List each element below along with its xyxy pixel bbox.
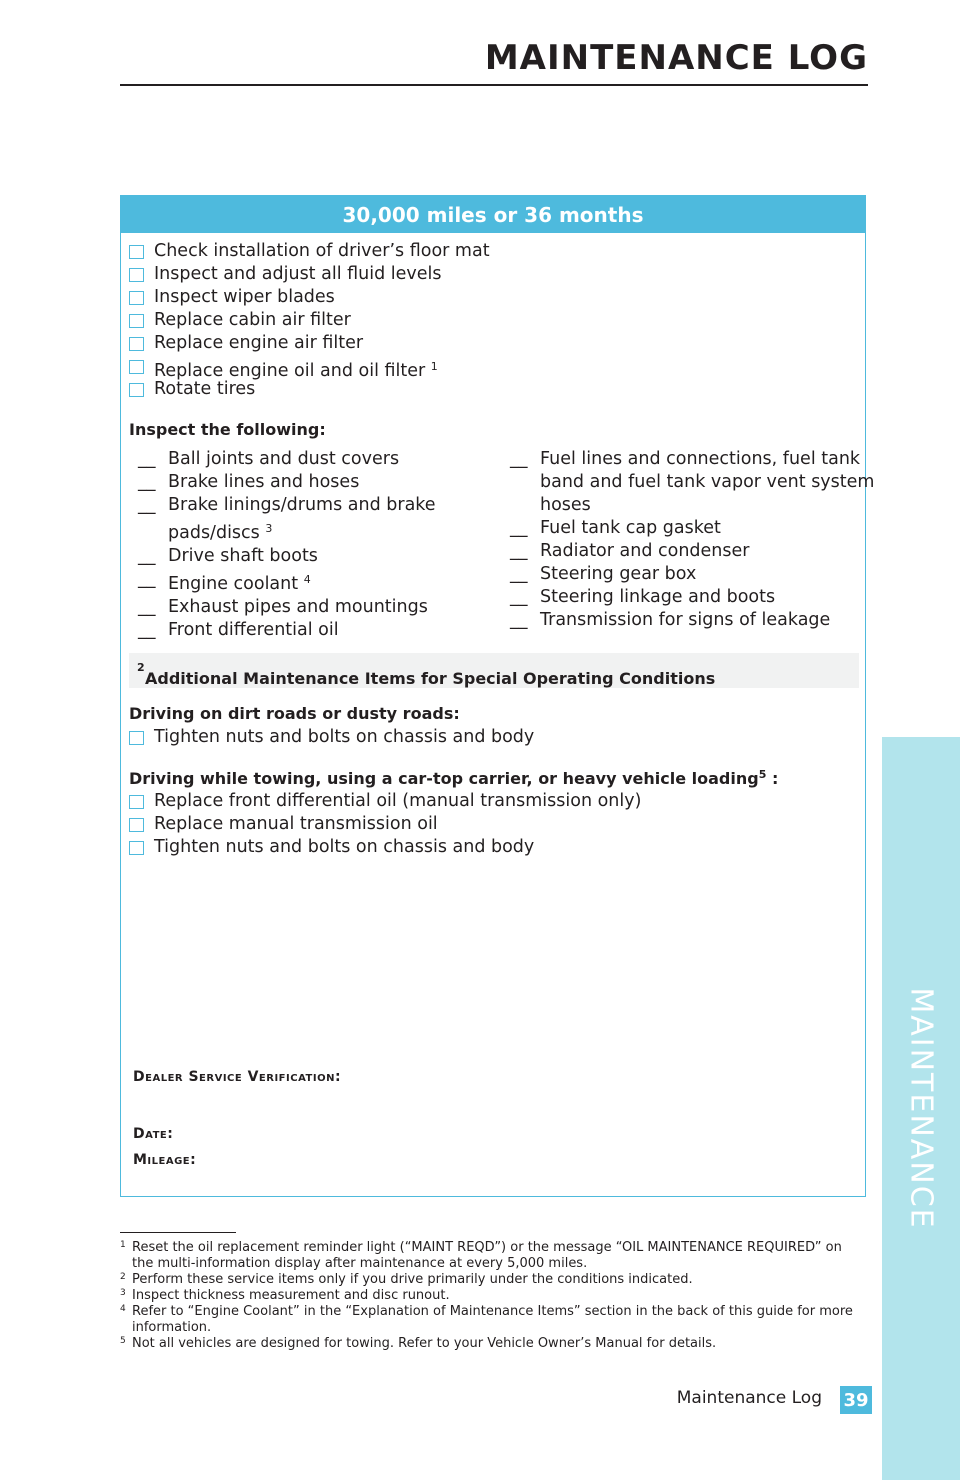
inspect-item-label: Brake lines and hoses: [168, 472, 360, 492]
footnote-number: 3: [120, 1288, 126, 1298]
inspect-item-blank: __: [138, 495, 156, 515]
side-tab-label: MAINTENANCE: [903, 987, 939, 1230]
inspect-item-blank: __: [510, 518, 528, 538]
special-conditions-footnote-ref: 2: [137, 661, 145, 674]
footnote-number: 5: [120, 1336, 126, 1346]
inspect-item: [510, 586, 874, 609]
checklist-item-label: Replace front differential oil (manual transmission only): [154, 791, 642, 811]
inspect-item-blank: __: [510, 564, 528, 584]
inspect-item: [510, 494, 874, 517]
inspect-item: [510, 448, 874, 471]
inspect-item-blank: __: [138, 546, 156, 566]
checklist-item-label: Inspect and adjust all fluid levels: [154, 264, 442, 284]
footnote-text: Refer to “Engine Coolant” in the “Explanation of Maintenance Items” section in the back of this guide for more information.: [132, 1304, 853, 1335]
inspect-list-right: [510, 448, 874, 632]
inspect-item-blank: __: [138, 620, 156, 640]
footnote-ref: 3: [265, 522, 273, 535]
footnote-text: Perform these service items only if you drive primarily under the conditions indicated.: [132, 1272, 693, 1287]
inspect-item-label: Fuel tank cap gasket: [540, 518, 721, 538]
inspect-item: [138, 517, 436, 545]
towing-footnote-ref: 5: [758, 768, 767, 781]
footnote-text: Inspect thickness measurement and disc runout.: [132, 1288, 450, 1303]
footnote: [120, 1304, 860, 1336]
inspect-item-blank: __: [510, 541, 528, 561]
inspect-item-label: Engine coolant: [168, 574, 299, 594]
inspect-item-label: pads/discs: [168, 523, 260, 543]
footnote: [120, 1336, 860, 1352]
towing-heading: Driving while towing, using a car-top carrier, or heavy vehicle loading$^5$ :: [129, 768, 779, 788]
inspect-item-label: Fuel lines and connections, fuel tank: [540, 449, 861, 469]
inspect-item-label: Transmission for signs of leakage: [540, 610, 831, 630]
checkbox[interactable]: [129, 818, 144, 832]
checkbox[interactable]: [129, 314, 144, 328]
checkbox[interactable]: [129, 337, 144, 351]
checklist-item-label: Tighten nuts and bolts on chassis and body: [154, 837, 535, 857]
checkbox[interactable]: [129, 383, 144, 397]
special-conditions-heading: Additional Maintenance Items for Special Operating Conditions: [145, 669, 716, 688]
checkbox[interactable]: [129, 360, 144, 374]
inspect-item: [138, 568, 436, 596]
date-label: Date:: [133, 1126, 174, 1142]
inspect-item-blank: __: [138, 472, 156, 492]
footnote-ref: 1: [430, 360, 438, 373]
dealer-verification-label: Dealer Service Verification:: [133, 1069, 342, 1085]
inspect-item-blank: __: [510, 610, 528, 630]
inspect-item-label: Radiator and condenser: [540, 541, 750, 561]
inspect-item-label: Brake linings/drums and brake: [168, 495, 436, 515]
inspect-item: [510, 517, 874, 540]
footnote-text: Reset the oil replacement reminder light (“MAINT REQD”) or the message “OIL MAINTENANCE REQUIRED” on the multi-information display after maintenance at every 5,000 miles.: [132, 1240, 842, 1271]
checklist-item-label: Inspect wiper blades: [154, 287, 335, 307]
inspect-item: [138, 494, 436, 517]
page-number: 39: [840, 1386, 872, 1414]
footnote-text: Not all vehicles are designed for towing. Refer to your Vehicle Owner’s Manual for details.: [132, 1336, 717, 1351]
checkbox[interactable]: [129, 268, 144, 282]
page-title: MAINTENANCE LOG: [484, 38, 868, 78]
inspect-item-blank: __: [138, 569, 156, 589]
checklist-item-label: Tighten nuts and bolts on chassis and body: [154, 727, 535, 747]
inspect-item-blank: __: [510, 587, 528, 607]
inspect-item-blank: __: [510, 449, 528, 469]
inspect-item-label: band and fuel tank vapor vent system: [540, 472, 875, 492]
checklist-item-label: Replace engine oil and oil filter $^1$: [154, 360, 438, 381]
inspect-item: [138, 545, 436, 568]
checklist-item-label: Replace manual transmission oil: [154, 814, 438, 834]
inspect-item: [138, 596, 436, 619]
checkbox[interactable]: [129, 245, 144, 259]
inspect-heading: Inspect the following:: [129, 420, 326, 439]
inspect-item-label: Drive shaft boots: [168, 546, 318, 566]
maintenance-box: [120, 195, 875, 1197]
title-divider: [120, 84, 868, 86]
footnote: [120, 1272, 860, 1288]
footnote-divider: [120, 1232, 236, 1233]
inspect-item-label: hoses: [540, 495, 591, 515]
dirt-roads-heading: Driving on dirt roads or dusty roads:: [129, 704, 460, 723]
inspect-item: [138, 448, 436, 471]
footnote: [120, 1288, 860, 1304]
footer-section-label: Maintenance Log: [676, 1388, 822, 1408]
inspect-item: [510, 563, 874, 586]
footnote: [120, 1240, 860, 1272]
inspect-item: [510, 609, 874, 632]
checkbox[interactable]: [129, 841, 144, 855]
checkbox[interactable]: [129, 291, 144, 305]
checklist-item-label: Replace engine air filter: [154, 333, 364, 353]
inspect-item-blank: __: [138, 597, 156, 617]
mileage-label: Mileage:: [133, 1152, 197, 1168]
special-conditions-bar: [129, 653, 859, 688]
inspect-item-blank: __: [138, 449, 156, 469]
inspect-item-label: Ball joints and dust covers: [168, 449, 400, 469]
inspect-item: [138, 619, 436, 642]
footnote-number: 1: [120, 1240, 126, 1250]
inspect-item-label: Steering linkage and boots: [540, 587, 776, 607]
inspect-item-label: Front differential oil: [168, 620, 339, 640]
inspect-item: [510, 540, 874, 563]
checklist-item-label: Rotate tires: [154, 379, 256, 399]
inspect-item: [510, 471, 874, 494]
inspect-item-label: Steering gear box: [540, 564, 697, 584]
checklist-item-label: Replace cabin air filter: [154, 310, 351, 330]
footnote-number: 2: [120, 1272, 126, 1282]
checkbox[interactable]: [129, 795, 144, 809]
footnote-ref: 4: [303, 573, 311, 586]
footnotes: [120, 1240, 860, 1352]
checklist-item-label: Check installation of driver’s floor mat: [154, 241, 490, 261]
interval-header: 30,000 miles or 36 months: [121, 196, 865, 233]
inspect-item-label: Exhaust pipes and mountings: [168, 597, 428, 617]
footnote-number: 4: [120, 1304, 126, 1314]
checkbox[interactable]: [129, 731, 144, 745]
inspect-item: [138, 471, 436, 494]
inspect-list-left: [138, 448, 436, 642]
